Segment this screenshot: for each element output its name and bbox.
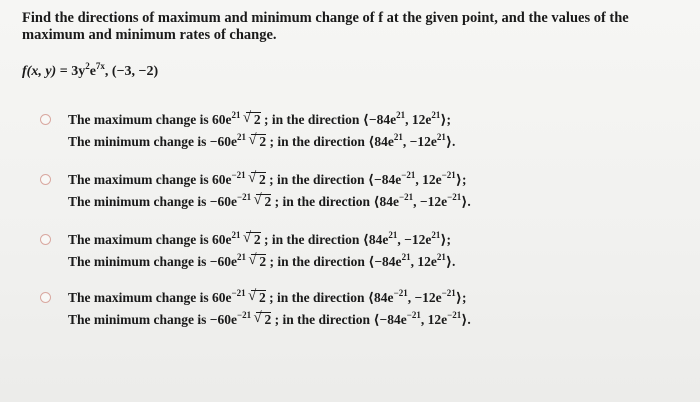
min-dir-exp-2: −21 <box>447 192 462 202</box>
function-exp-e: 7x <box>95 61 105 71</box>
max-direction: ; in the direction ⟨−84e <box>265 172 402 187</box>
max-exp: 21 <box>231 230 241 240</box>
max-exp: −21 <box>231 170 246 180</box>
max-dir-exp-1: 21 <box>396 110 406 120</box>
min-dir-end: ⟩. <box>461 194 471 209</box>
max-dir-mid: , 12e <box>405 112 432 127</box>
max-dir-exp-2: −21 <box>441 170 456 180</box>
min-prefix: The minimum change is −60e <box>68 194 237 209</box>
question-text: Find the directions of maximum and minimum change of f at the given point, and the values of the maximum and minimum rates of change. <box>22 10 629 43</box>
max-dir-mid: , 12e <box>415 172 442 187</box>
min-direction: ; in the direction ⟨84e <box>271 194 400 209</box>
function-base-e: e <box>89 64 96 79</box>
max-dir-exp-1: 21 <box>388 230 398 240</box>
min-exp: 21 <box>236 252 246 262</box>
min-dir-exp-1: 21 <box>393 132 403 142</box>
sqrt-value: √ 2 <box>256 194 271 209</box>
min-dir-end: ⟩. <box>461 312 471 327</box>
radio-button[interactable] <box>40 292 51 303</box>
min-prefix: The minimum change is −60e <box>68 134 237 149</box>
sqrt-value: √ 2 <box>251 254 266 269</box>
min-dir-mid: , 12e <box>410 254 437 269</box>
min-exp: −21 <box>236 310 252 320</box>
max-dir-exp-2: −21 <box>441 288 456 298</box>
max-prefix: The maximum change is 60e <box>68 172 232 187</box>
min-change-line <box>68 312 471 328</box>
max-dir-exp-1: −21 <box>401 170 416 180</box>
min-dir-exp-2: −21 <box>447 310 462 320</box>
sqrt-value: √ 2 <box>246 232 261 247</box>
max-change-line <box>68 290 466 306</box>
max-dir-exp-2: 21 <box>431 110 441 120</box>
function-eq: = 3y <box>56 64 86 79</box>
max-exp: −21 <box>231 288 246 298</box>
sqrt-value: √ 2 <box>251 172 266 187</box>
max-prefix: The maximum change is 60e <box>68 290 232 305</box>
radio-button[interactable] <box>40 234 51 245</box>
min-change-line <box>68 254 455 270</box>
sqrt-value: √ 2 <box>246 112 261 127</box>
min-dir-mid: , 12e <box>420 312 448 327</box>
min-prefix: The minimum change is −60e <box>68 312 237 327</box>
min-dir-end: ⟩. <box>445 134 456 149</box>
radio-button[interactable] <box>40 174 51 185</box>
max-dir-end: ⟩; <box>455 290 467 305</box>
radio-button[interactable] <box>40 114 51 125</box>
min-dir-exp-1: −21 <box>399 192 414 202</box>
max-dir-mid: , −12e <box>397 232 432 247</box>
min-direction: ; in the direction ⟨−84e <box>266 254 402 269</box>
min-dir-mid: , −12e <box>402 134 437 149</box>
max-change-line <box>68 232 451 248</box>
sqrt-value: √ 2 <box>251 290 266 305</box>
max-exp: 21 <box>231 110 241 120</box>
min-prefix: The minimum change is −60e <box>68 254 237 269</box>
min-dir-exp-2: 21 <box>436 132 446 142</box>
min-direction: ; in the direction ⟨−84e <box>271 312 407 327</box>
max-dir-end: ⟩; <box>455 172 467 187</box>
max-dir-exp-2: 21 <box>431 230 441 240</box>
function-definition <box>22 61 159 80</box>
min-direction: ; in the direction ⟨84e <box>266 134 394 149</box>
max-dir-mid: , −12e <box>407 290 442 305</box>
sqrt-value: √ 2 <box>251 134 266 149</box>
min-exp: −21 <box>236 192 252 202</box>
function-point: , (−3, −2) <box>104 64 159 79</box>
min-dir-exp-2: 21 <box>436 252 446 262</box>
min-dir-exp-1: −21 <box>406 310 421 320</box>
function-exp-y: 2 <box>85 61 90 71</box>
function-args: (x, y) <box>26 64 57 79</box>
max-change-line <box>68 172 466 188</box>
max-dir-end: ⟩; <box>440 112 452 127</box>
max-prefix: The maximum change is 60e <box>68 232 232 247</box>
max-direction: ; in the direction ⟨84e <box>265 290 394 305</box>
function-name: f <box>22 64 27 79</box>
max-dir-exp-1: −21 <box>393 288 408 298</box>
max-change-line <box>68 112 451 128</box>
max-direction: ; in the direction ⟨−84e <box>260 112 397 127</box>
min-dir-exp-1: 21 <box>401 252 411 262</box>
min-change-line <box>68 194 471 210</box>
sqrt-value: √ 2 <box>256 312 271 327</box>
min-dir-mid: , −12e <box>413 194 448 209</box>
max-prefix: The maximum change is 60e <box>68 112 232 127</box>
max-direction: ; in the direction ⟨84e <box>260 232 389 247</box>
max-dir-end: ⟩; <box>440 232 452 247</box>
min-change-line <box>68 134 455 150</box>
min-exp: 21 <box>236 132 246 142</box>
min-dir-end: ⟩. <box>445 254 456 269</box>
